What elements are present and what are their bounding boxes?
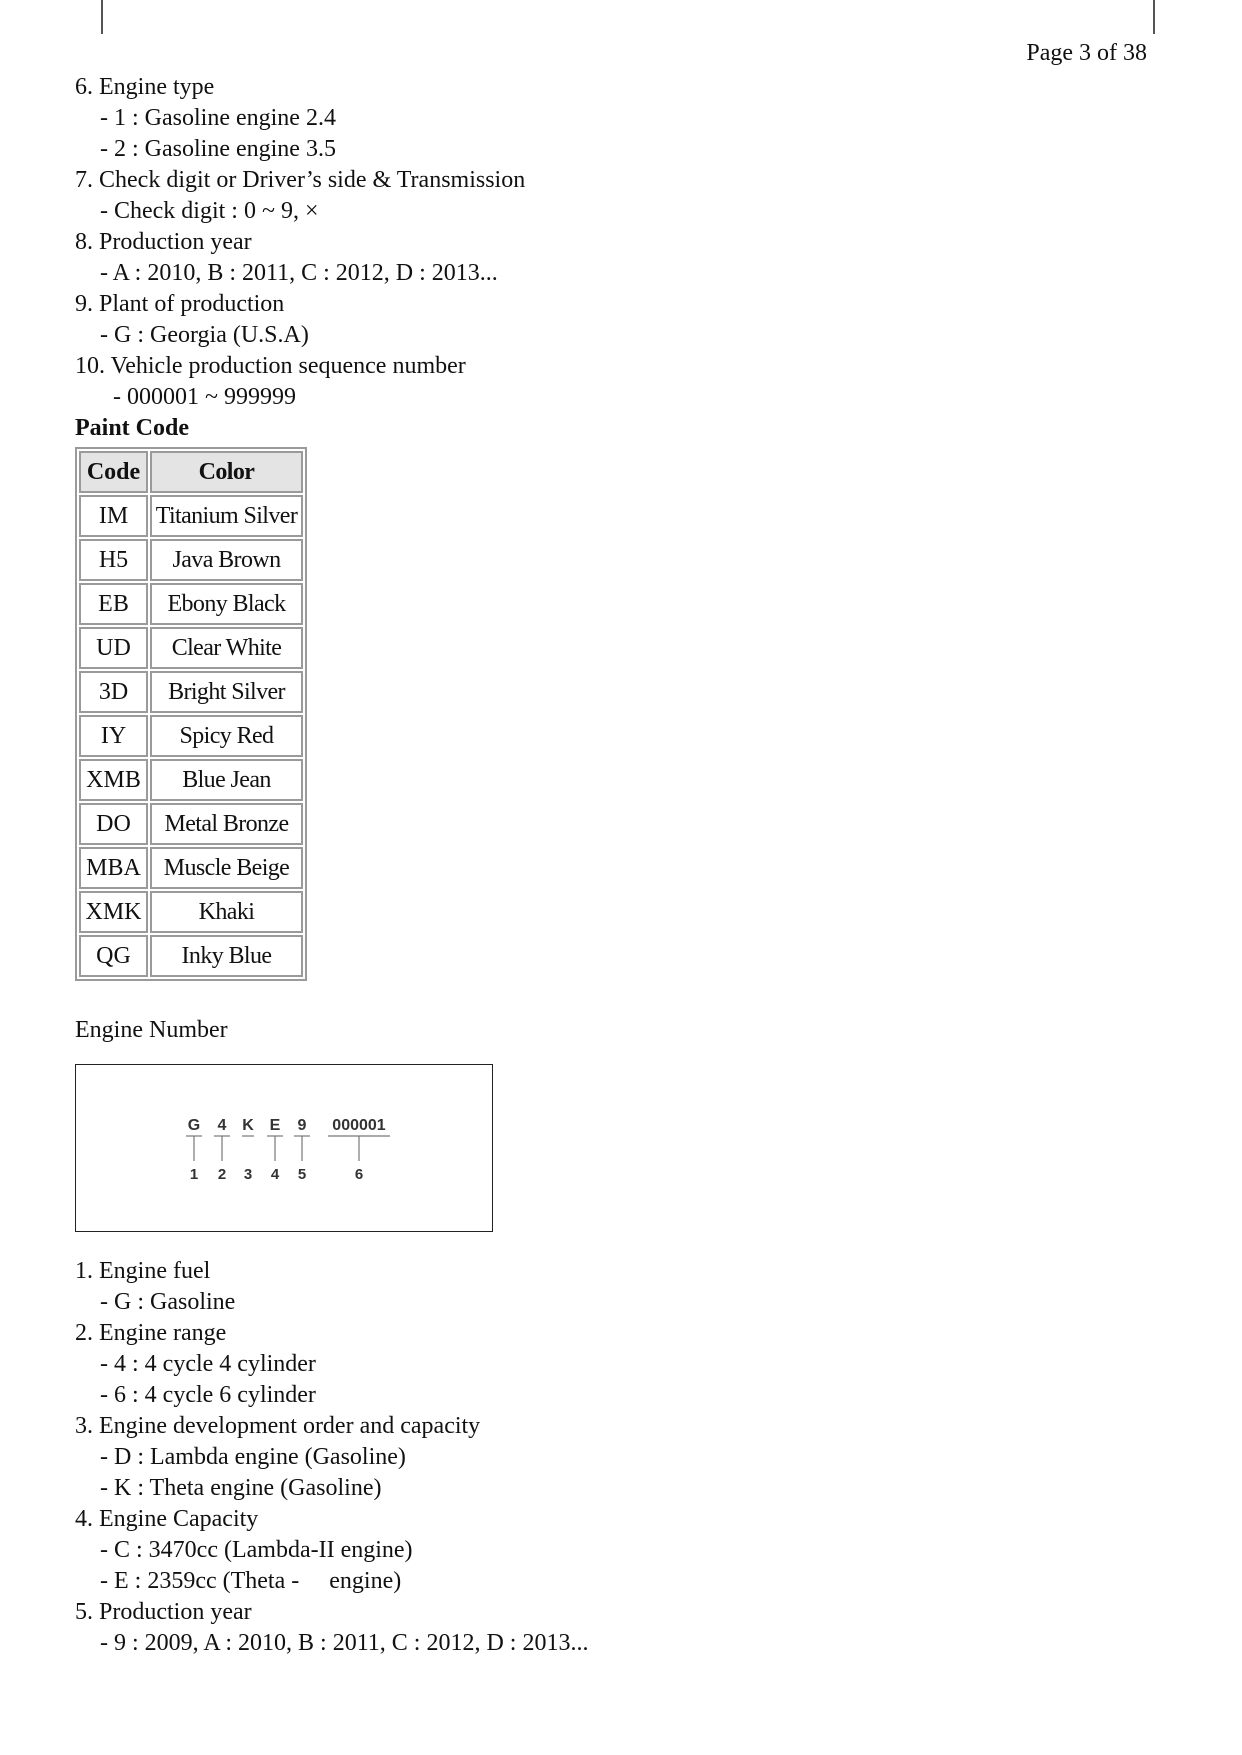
paint-color-cell: Metal Bronze xyxy=(150,803,303,845)
paint-color-cell: Ebony Black xyxy=(150,583,303,625)
crop-mark-left xyxy=(101,0,103,34)
table-row xyxy=(79,847,303,889)
table-row xyxy=(79,671,303,713)
paint-color-cell: Inky Blue xyxy=(150,935,303,977)
engine-item-list xyxy=(75,1256,588,1659)
table-row xyxy=(79,715,303,757)
paint-code-cell: 3D xyxy=(79,671,148,713)
engine-item xyxy=(75,1411,588,1504)
diagram-index: 5 xyxy=(297,1166,307,1183)
engine-item-title: 3. Engine development order and capacity xyxy=(75,1413,481,1439)
table-row xyxy=(79,935,303,977)
paint-code-cell: IY xyxy=(79,715,148,757)
engine-number-diagram-svg xyxy=(76,1065,492,1231)
vin-item xyxy=(75,72,588,165)
vin-item-title: 6. Engine type xyxy=(75,74,215,100)
diagram-code: 4 xyxy=(217,1117,227,1134)
diagram-code: K xyxy=(242,1117,254,1134)
paint-code-cell: XMK xyxy=(79,891,148,933)
paint-code-cell: MBA xyxy=(79,847,148,889)
engine-item-detail: - D : Lambda engine (Gasoline) xyxy=(100,1444,406,1470)
crop-mark-right xyxy=(1153,0,1155,34)
table-header-row xyxy=(79,451,303,493)
engine-item-detail: - K : Theta engine (Gasoline) xyxy=(100,1475,382,1501)
column-header-color: Color xyxy=(150,451,303,493)
paint-code-cell: QG xyxy=(79,935,148,977)
vin-item-detail: - Check digit : 0 ~ 9, × xyxy=(100,198,319,224)
vin-item-title: 9. Plant of production xyxy=(75,291,285,317)
diagram-index: 3 xyxy=(243,1166,253,1183)
engine-item xyxy=(75,1597,588,1659)
document-body xyxy=(75,72,588,1659)
engine-item-detail: - 9 : 2009, A : 2010, B : 2011, C : 2012, D : 2013... xyxy=(100,1630,589,1656)
vin-item-detail: - 1 : Gasoline engine 2.4 xyxy=(100,105,336,131)
page-number: Page 3 of 38 xyxy=(1026,40,1147,66)
vin-item-title: 8. Production year xyxy=(75,229,252,255)
paint-color-cell: Spicy Red xyxy=(150,715,303,757)
engine-item-title: 1. Engine fuel xyxy=(75,1258,211,1284)
engine-number-title: Engine Number xyxy=(75,1017,228,1043)
paint-color-cell: Clear White xyxy=(150,627,303,669)
diagram-index: 1 xyxy=(189,1166,199,1183)
vin-item-title: 7. Check digit or Driver’s side & Transmission xyxy=(75,167,526,193)
paint-code-cell: UD xyxy=(79,627,148,669)
table-row xyxy=(79,627,303,669)
engine-item-detail: - G : Gasoline xyxy=(100,1289,236,1315)
paint-color-cell: Khaki xyxy=(150,891,303,933)
paint-code-cell: DO xyxy=(79,803,148,845)
engine-item xyxy=(75,1256,588,1318)
vin-item-detail: - G : Georgia (U.S.A) xyxy=(100,322,309,348)
engine-item-title: 5. Production year xyxy=(75,1599,252,1625)
column-header-code: Code xyxy=(79,451,148,493)
table-row xyxy=(79,759,303,801)
paint-code-table xyxy=(75,447,307,981)
table-row xyxy=(79,803,303,845)
vin-item-detail: - 2 : Gasoline engine 3.5 xyxy=(100,136,336,162)
vin-item-detail: - 000001 ~ 999999 xyxy=(113,384,296,410)
paint-color-cell: Titanium Silver xyxy=(150,495,303,537)
paint-color-cell: Muscle Beige xyxy=(150,847,303,889)
engine-number-diagram xyxy=(75,1064,493,1232)
diagram-index: 6 xyxy=(354,1166,364,1183)
paint-code-cell: IM xyxy=(79,495,148,537)
table-row xyxy=(79,495,303,537)
vin-item-title: 10. Vehicle production sequence number xyxy=(75,353,466,379)
engine-item xyxy=(75,1504,588,1597)
vin-item xyxy=(75,165,588,227)
vin-item-list xyxy=(75,72,588,413)
diagram-code: G xyxy=(187,1117,201,1134)
diagram-index: 2 xyxy=(217,1166,227,1183)
paint-color-cell: Blue Jean xyxy=(150,759,303,801)
paint-code-cell: EB xyxy=(79,583,148,625)
diagram-code: E xyxy=(269,1117,281,1134)
table-row xyxy=(79,583,303,625)
engine-item-detail: - 6 : 4 cycle 6 cylinder xyxy=(100,1382,316,1408)
diagram-index: 4 xyxy=(270,1166,280,1183)
engine-item-title: 2. Engine range xyxy=(75,1320,227,1346)
vin-item-detail: - A : 2010, B : 2011, C : 2012, D : 2013... xyxy=(100,260,498,286)
paint-color-cell: Java Brown xyxy=(150,539,303,581)
engine-item-detail: - E : 2359cc (Theta - engine) xyxy=(100,1568,402,1594)
paint-code-cell: XMB xyxy=(79,759,148,801)
engine-item-detail: - C : 3470cc (Lambda-II engine) xyxy=(100,1537,413,1563)
diagram-leader-lines xyxy=(186,1136,390,1161)
engine-item-title: 4. Engine Capacity xyxy=(75,1506,259,1532)
table-row xyxy=(79,891,303,933)
diagram-code: 9 xyxy=(297,1117,307,1134)
engine-item-detail: - 4 : 4 cycle 4 cylinder xyxy=(100,1351,316,1377)
paint-code-cell: H5 xyxy=(79,539,148,581)
table-row xyxy=(79,539,303,581)
vin-item xyxy=(75,227,588,289)
vin-item xyxy=(75,289,588,351)
vin-item xyxy=(75,351,588,413)
diagram-code: 000001 xyxy=(332,1117,386,1134)
paint-color-cell: Bright Silver xyxy=(150,671,303,713)
engine-item xyxy=(75,1318,588,1411)
paint-code-heading: Paint Code xyxy=(75,415,189,441)
